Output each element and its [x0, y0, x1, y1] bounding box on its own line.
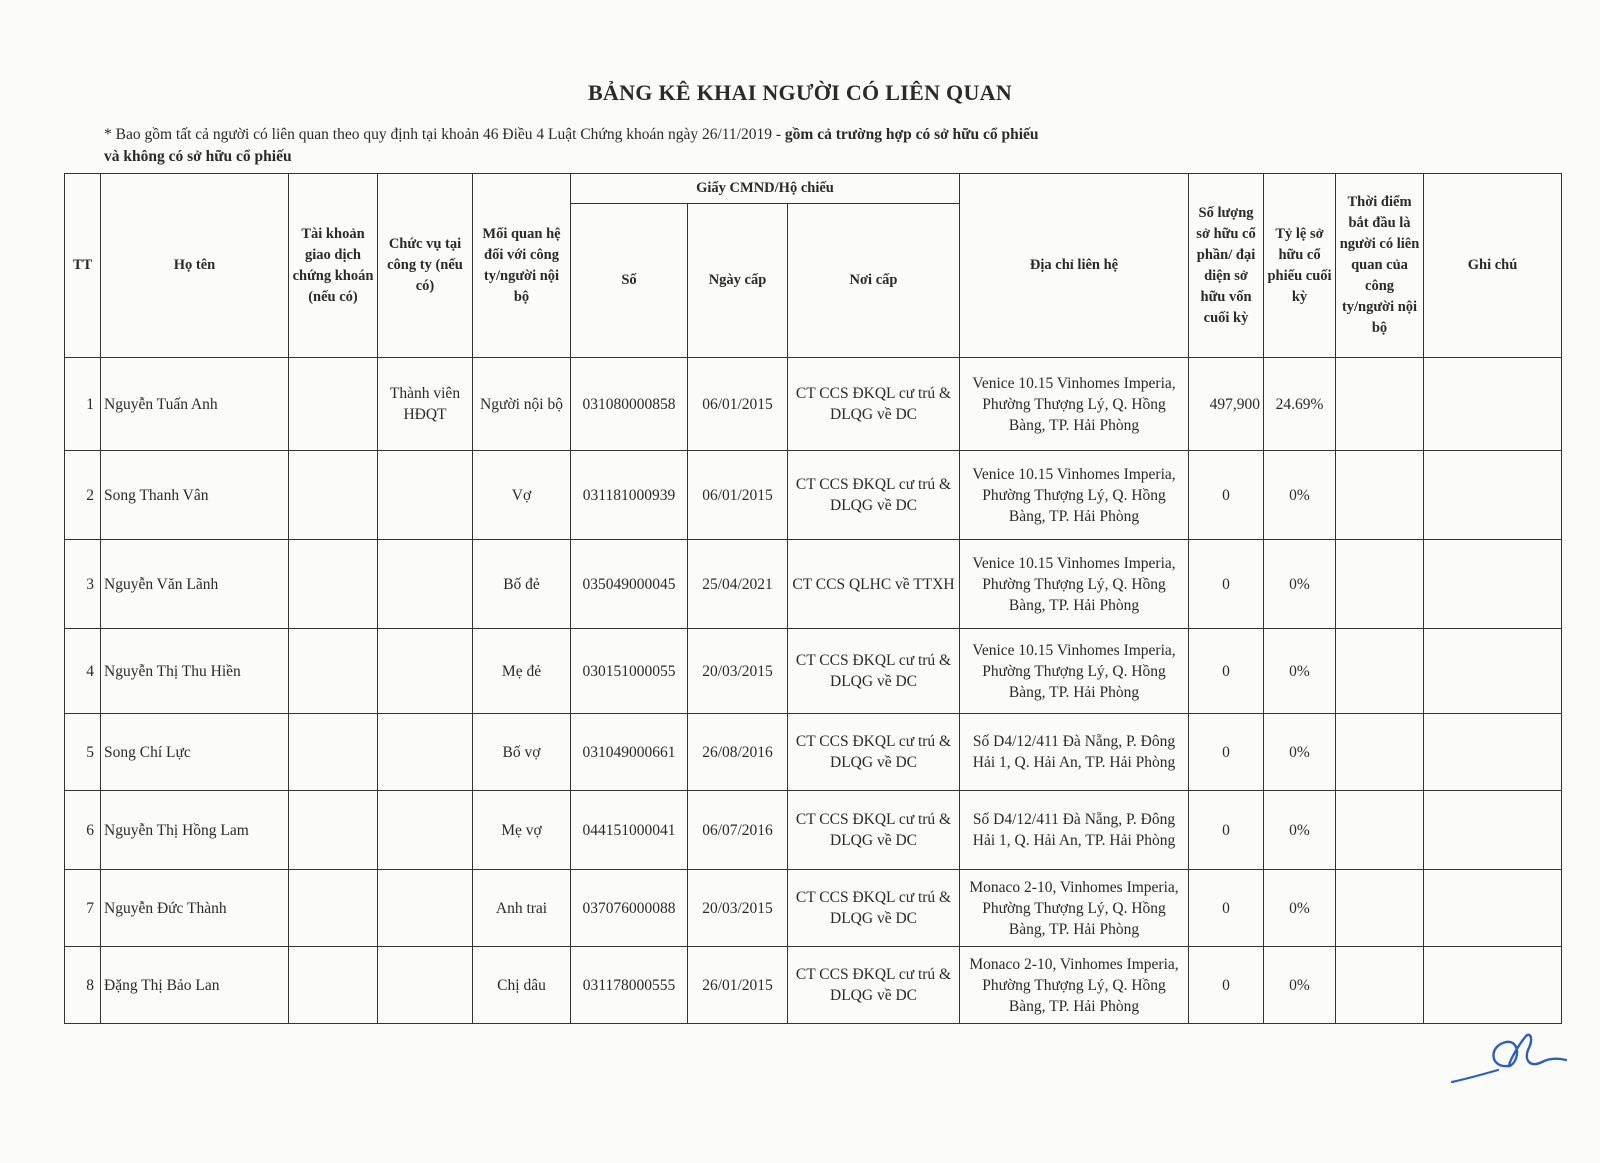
cell-id-place: CT CCS ĐKQL cư trú & DLQG về DC: [788, 870, 960, 947]
cell-position: [378, 947, 473, 1024]
table-row: [65, 629, 1562, 714]
cell-address: Số D4/12/411 Đà Nẵng, P. Đông Hải 1, Q. Hải An, TP. Hải Phòng: [960, 791, 1189, 870]
cell-account: [289, 451, 378, 540]
cell-position: Thành viên HĐQT: [378, 358, 473, 451]
cell-shares: 0: [1189, 791, 1264, 870]
cell-shares: 497,900: [1189, 358, 1264, 451]
related-persons-table: [64, 173, 1562, 1024]
table-row: [65, 540, 1562, 629]
cell-name: Đặng Thị Bảo Lan: [101, 947, 289, 1024]
header-id-group: Giấy CMND/Hộ chiếu: [571, 174, 960, 204]
cell-ratio: 0%: [1264, 714, 1336, 791]
header-id-place: Nơi cấp: [788, 204, 960, 358]
cell-start-time: [1336, 947, 1424, 1024]
cell-shares: 0: [1189, 870, 1264, 947]
cell-address: Venice 10.15 Vinhomes Imperia, Phường Thượng Lý, Q. Hồng Bàng, TP. Hải Phòng: [960, 451, 1189, 540]
cell-id-place: CT CCS ĐKQL cư trú & DLQG về DC: [788, 451, 960, 540]
cell-start-time: [1336, 358, 1424, 451]
cell-id-place: CT CCS ĐKQL cư trú & DLQG về DC: [788, 629, 960, 714]
cell-shares: 0: [1189, 947, 1264, 1024]
cell-account: [289, 714, 378, 791]
cell-relation: Bố đẻ: [473, 540, 571, 629]
cell-id-no: 031080000858: [571, 358, 688, 451]
cell-id-date: 20/03/2015: [688, 629, 788, 714]
cell-position: [378, 540, 473, 629]
cell-start-time: [1336, 791, 1424, 870]
cell-id-date: 25/04/2021: [688, 540, 788, 629]
cell-id-no: 035049000045: [571, 540, 688, 629]
header-ratio: Tỷ lệ sở hữu cổ phiếu cuối kỳ: [1264, 174, 1336, 358]
table-row: [65, 714, 1562, 791]
cell-name: Nguyễn Thị Hồng Lam: [101, 791, 289, 870]
header-account: Tài khoản giao dịch chứng khoán (nếu có): [289, 174, 378, 358]
cell-relation: Vợ: [473, 451, 571, 540]
cell-ratio: 0%: [1264, 540, 1336, 629]
cell-ratio: 0%: [1264, 451, 1336, 540]
cell-position: [378, 629, 473, 714]
cell-id-date: 06/07/2016: [688, 791, 788, 870]
cell-id-place: CT CCS ĐKQL cư trú & DLQG về DC: [788, 714, 960, 791]
note: [104, 124, 1524, 168]
cell-id-place: CT CCS ĐKQL cư trú & DLQG về DC: [788, 358, 960, 451]
cell-name: Nguyễn Thị Thu Hiền: [101, 629, 289, 714]
cell-relation: Bố vợ: [473, 714, 571, 791]
cell-shares: 0: [1189, 714, 1264, 791]
cell-remark: [1424, 714, 1562, 791]
cell-remark: [1424, 947, 1562, 1024]
cell-remark: [1424, 791, 1562, 870]
table-row: [65, 451, 1562, 540]
header-start-time: Thời điểm bắt đầu là người có liên quan của công ty/người nội bộ: [1336, 174, 1424, 358]
cell-ratio: 24.69%: [1264, 358, 1336, 451]
cell-start-time: [1336, 870, 1424, 947]
cell-address: Monaco 2-10, Vinhomes Imperia, Phường Thượng Lý, Q. Hồng Bàng, TP. Hải Phòng: [960, 870, 1189, 947]
cell-address: Venice 10.15 Vinhomes Imperia, Phường Thượng Lý, Q. Hồng Bàng, TP. Hải Phòng: [960, 629, 1189, 714]
cell-position: [378, 870, 473, 947]
cell-tt: 6: [65, 791, 101, 870]
cell-name: Nguyễn Văn Lãnh: [101, 540, 289, 629]
cell-shares: 0: [1189, 540, 1264, 629]
cell-position: [378, 451, 473, 540]
header-address: Địa chỉ liên hệ: [960, 174, 1189, 358]
cell-id-date: 20/03/2015: [688, 870, 788, 947]
cell-ratio: 0%: [1264, 629, 1336, 714]
cell-position: [378, 714, 473, 791]
cell-address: Venice 10.15 Vinhomes Imperia, Phường Thượng Lý, Q. Hồng Bàng, TP. Hải Phòng: [960, 540, 1189, 629]
cell-remark: [1424, 358, 1562, 451]
header-relation: Mối quan hệ đối với công ty/người nội bộ: [473, 174, 571, 358]
cell-relation: Chị dâu: [473, 947, 571, 1024]
cell-name: Nguyễn Đức Thành: [101, 870, 289, 947]
cell-shares: 0: [1189, 451, 1264, 540]
cell-name: Song Chí Lực: [101, 714, 289, 791]
table-row: [65, 358, 1562, 451]
cell-id-no: 030151000055: [571, 629, 688, 714]
cell-start-time: [1336, 714, 1424, 791]
cell-account: [289, 947, 378, 1024]
cell-id-place: CT CCS QLHC về TTXH: [788, 540, 960, 629]
cell-id-no: 031181000939: [571, 451, 688, 540]
cell-start-time: [1336, 540, 1424, 629]
cell-shares: 0: [1189, 629, 1264, 714]
cell-tt: 8: [65, 947, 101, 1024]
cell-tt: 7: [65, 870, 101, 947]
cell-name: Nguyễn Tuấn Anh: [101, 358, 289, 451]
table-row: [65, 947, 1562, 1024]
header-id-date: Ngày cấp: [688, 204, 788, 358]
table-row: [65, 870, 1562, 947]
cell-tt: 5: [65, 714, 101, 791]
cell-id-place: CT CCS ĐKQL cư trú & DLQG về DC: [788, 947, 960, 1024]
cell-id-no: 037076000088: [571, 870, 688, 947]
cell-id-place: CT CCS ĐKQL cư trú & DLQG về DC: [788, 791, 960, 870]
cell-ratio: 0%: [1264, 870, 1336, 947]
cell-id-date: 26/08/2016: [688, 714, 788, 791]
cell-tt: 2: [65, 451, 101, 540]
cell-start-time: [1336, 629, 1424, 714]
table-row: [65, 791, 1562, 870]
cell-address: Số D4/12/411 Đà Nẵng, P. Đông Hải 1, Q. Hải An, TP. Hải Phòng: [960, 714, 1189, 791]
cell-account: [289, 629, 378, 714]
cell-relation: Anh trai: [473, 870, 571, 947]
note-text: * Bao gồm tất cả người có liên quan theo quy định tại khoản 46 Điều 4 Luật Chứng khoán ngày 26/11/2019 -: [104, 126, 785, 143]
cell-address: Monaco 2-10, Vinhomes Imperia, Phường Thượng Lý, Q. Hồng Bàng, TP. Hải Phòng: [960, 947, 1189, 1024]
cell-remark: [1424, 451, 1562, 540]
cell-relation: Mẹ đẻ: [473, 629, 571, 714]
cell-account: [289, 870, 378, 947]
cell-id-no: 031049000661: [571, 714, 688, 791]
cell-relation: Người nội bộ: [473, 358, 571, 451]
cell-tt: 3: [65, 540, 101, 629]
cell-start-time: [1336, 451, 1424, 540]
cell-ratio: 0%: [1264, 947, 1336, 1024]
cell-remark: [1424, 870, 1562, 947]
cell-tt: 4: [65, 629, 101, 714]
header-position: Chức vụ tại công ty (nếu có): [378, 174, 473, 358]
cell-account: [289, 358, 378, 451]
handwritten-signature: [1450, 1028, 1580, 1088]
header-tt: TT: [65, 174, 101, 358]
cell-account: [289, 791, 378, 870]
cell-relation: Mẹ vợ: [473, 791, 571, 870]
header-remark: Ghi chú: [1424, 174, 1562, 358]
header-shares: Số lượng sở hữu cổ phần/ đại diện sở hữu vốn cuối kỳ: [1189, 174, 1264, 358]
cell-remark: [1424, 629, 1562, 714]
cell-address: Venice 10.15 Vinhomes Imperia, Phường Thượng Lý, Q. Hồng Bàng, TP. Hải Phòng: [960, 358, 1189, 451]
header-id-no: Số: [571, 204, 688, 358]
cell-id-date: 26/01/2015: [688, 947, 788, 1024]
cell-id-no: 031178000555: [571, 947, 688, 1024]
cell-name: Song Thanh Vân: [101, 451, 289, 540]
note-line2: và không có sở hữu cổ phiếu: [104, 148, 292, 165]
cell-id-date: 06/01/2015: [688, 451, 788, 540]
cell-position: [378, 791, 473, 870]
note-bold: gồm cả trường hợp có sở hữu cổ phiếu: [784, 126, 1039, 143]
cell-id-no: 044151000041: [571, 791, 688, 870]
cell-remark: [1424, 540, 1562, 629]
cell-ratio: 0%: [1264, 791, 1336, 870]
cell-tt: 1: [65, 358, 101, 451]
cell-account: [289, 540, 378, 629]
cell-id-date: 06/01/2015: [688, 358, 788, 451]
header-name: Họ tên: [101, 174, 289, 358]
page-title: BẢNG KÊ KHAI NGƯỜI CÓ LIÊN QUAN: [587, 80, 1013, 105]
